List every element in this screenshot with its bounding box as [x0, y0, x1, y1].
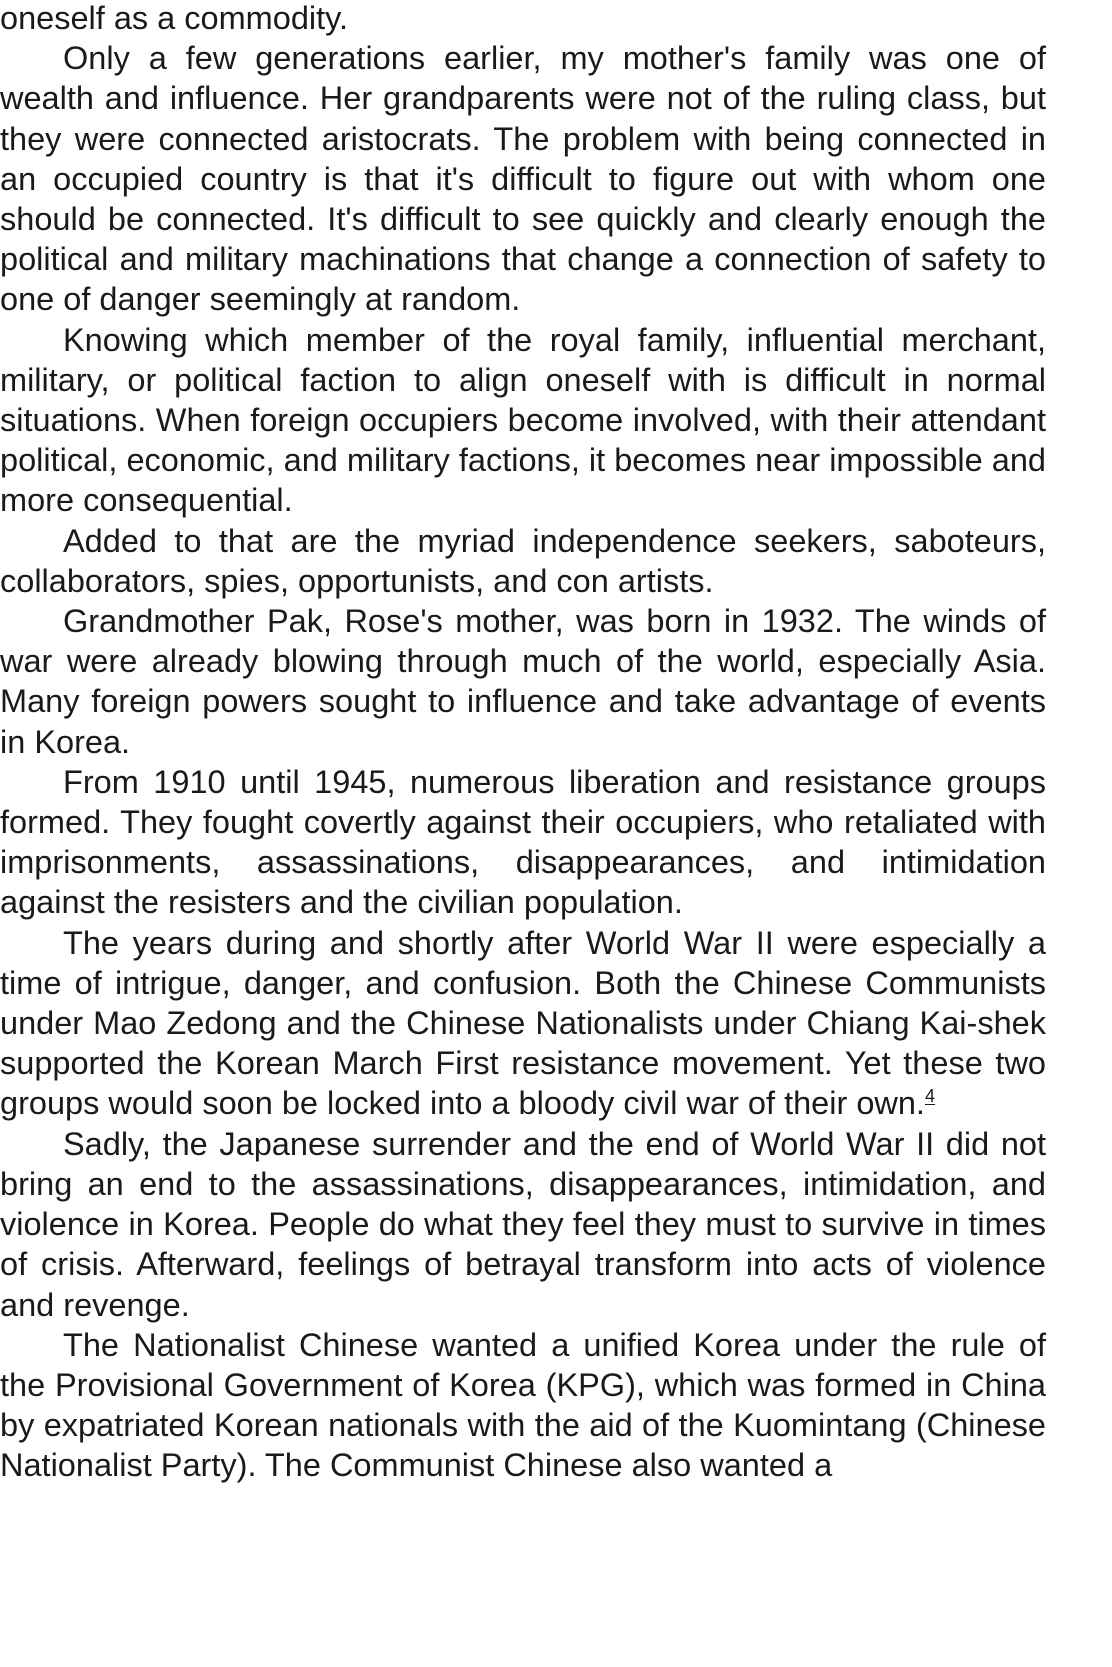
paragraph-9: The Nationalist Chinese wanted a unified Korea under the rule of the Provisional Government of Korea (KPG), which was formed in China by expatriated Korean nationals with the aid of the Kuomintang (Chinese Nationalist Party). The Communist Chinese also wanted a	[0, 1326, 1046, 1484]
footnote-link[interactable]: 4	[924, 1086, 935, 1107]
paragraph-4: Added to that are the myriad independence seekers, saboteurs, collaborators, spies, opportunists, and con artists.	[0, 522, 1046, 599]
paragraph-3: Knowing which member of the royal family, influential merchant, military, or political faction to align oneself with is difficult in normal situations. When foreign occupiers become involved, with their attendant political, economic, and military factions, it becomes near impossible and more consequential.	[0, 321, 1046, 519]
paragraph-8: Sadly, the Japanese surrender and the end of World War II did not bring an end to the assassinations, disappearances, intimidation, and violence in Korea. People do what they feel they must to survive in times of crisis. Afterward, feelings of betrayal transform into acts of violence and revenge.	[0, 1125, 1046, 1323]
paragraph-5: Grandmother Pak, Rose's mother, was born in 1932. The winds of war were already blowing through much of the world, especially Asia. Many foreign powers sought to influence and take advantage of events in Korea.	[0, 603, 1046, 760]
paragraph-1: oneself as a commodity.	[0, 0, 349, 36]
paragraph-7-text: The years during and shortly after World War II were especially a time of intrigue, danger, and confusion. Both the Chinese Communists under Mao Zedong and the Chinese Nationalists under Chiang Kai-shek supported the Korean March First resistance movement. Yet these two groups would soon be locked into a bloody civil war of their own.	[0, 924, 1046, 1122]
paragraph-7	[0, 923, 1046, 1124]
paragraph-2: Only a few generations earlier, my mother's family was one of wealth and influence. Her grandparents were not of the ruling class, but they were connected aristocrats. The problem with being connected in an occupied country is that it's difficult to figure out with whom one should be connected. It's difficult to see quickly and clearly enough the political and military machinations that change a connection of safety to one of danger seemingly at random.	[0, 40, 1046, 318]
paragraph-6: From 1910 until 1945, numerous liberation and resistance groups formed. They fought covertly against their occupiers, who retaliated with imprisonments, assassinations, disappearances, and intimidation against the resisters and the civilian population.	[0, 763, 1046, 921]
